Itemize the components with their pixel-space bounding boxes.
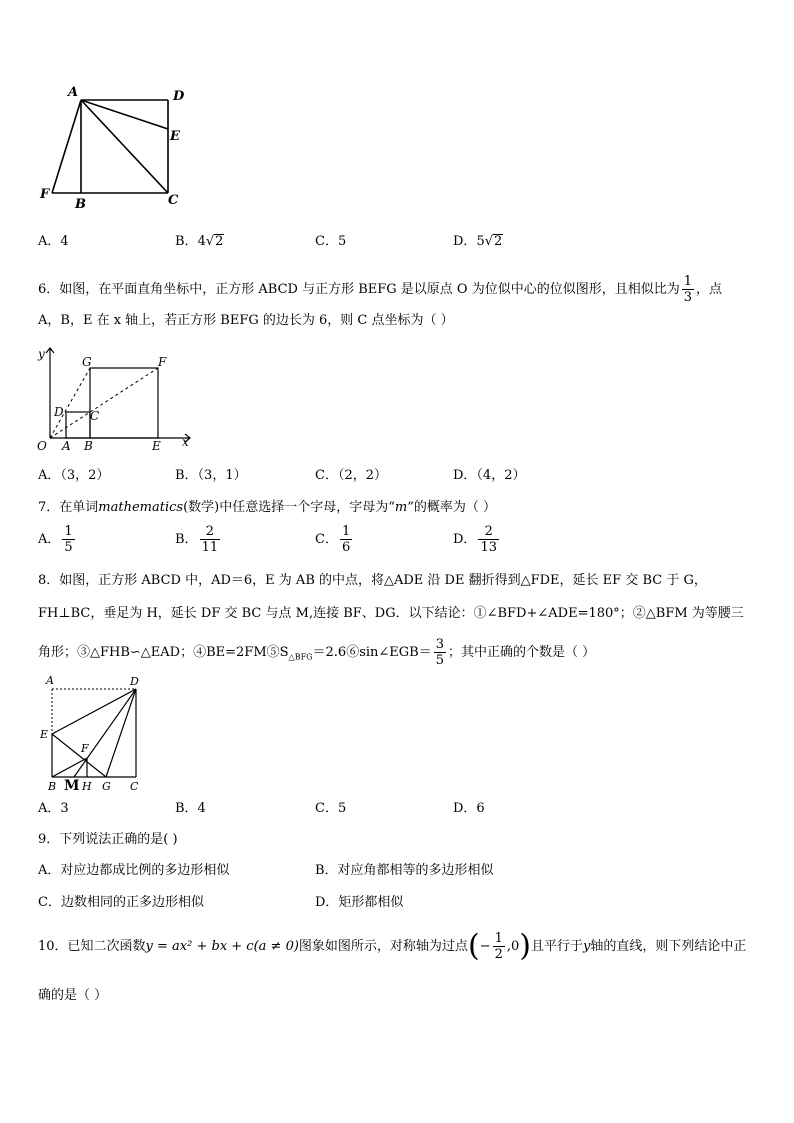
q7-option-a-den: 5 — [64, 540, 73, 555]
q9-option-b: B．对应角都相等的多边形相似 — [315, 863, 494, 878]
q6-stem-line2: A，B，E 在 x 轴上，若正方形 BEFG 的边长为 6，则 C 点坐标为（ ） — [38, 313, 454, 328]
q8-stem-line1: 8．如图，正方形 ABCD 中，AD＝6，E 为 AB 的中点，将△ADE 沿 DE 翻折得到△FDE，延长 EF 交 BC 于 G， — [38, 573, 707, 588]
q6-stem-text: 6．如图，在平面直角坐标中，正方形 ABCD 与正方形 BEFG 是以原点 O 为位似中心的位似图形，且相似比为 — [38, 282, 680, 297]
q7-option-a-label: A． — [38, 532, 61, 547]
q7-option-d-num: 2 — [484, 524, 493, 539]
q8-option-b: B．4 — [175, 801, 206, 816]
q10-prefix: 10．已知二次函数 — [38, 939, 146, 954]
label-y: y — [38, 347, 45, 361]
label-E: E — [152, 439, 161, 453]
q7-option-b-label: B． — [175, 532, 198, 547]
q8-option-c: C．5 — [315, 801, 347, 816]
label-G: G — [102, 780, 111, 792]
label-A: A — [46, 674, 54, 687]
label-B: B — [84, 439, 93, 453]
q7-option-d-den: 13 — [480, 540, 497, 555]
q5-option-d: D．5√2 — [453, 234, 503, 249]
q8-line3-part3: ；其中正确的个数是（ ） — [448, 645, 596, 660]
q9-option-a: A．对应边都成比例的多边形相似 — [38, 863, 230, 878]
label-D: D — [54, 405, 64, 419]
q6-ratio-fraction — [682, 274, 694, 305]
q10-after: 且平行于 — [530, 939, 583, 954]
q7-option-c-den: 6 — [341, 540, 351, 555]
q7-stem — [38, 498, 496, 518]
label-H: H — [82, 780, 92, 792]
label-O: O — [37, 439, 47, 453]
q6-option-b: B．（3，1） — [175, 468, 247, 483]
q7-option-c-label: C． — [315, 532, 338, 547]
q7-option-c — [315, 524, 354, 555]
q5-option-a: A．4 — [38, 234, 69, 249]
label-B: B — [48, 780, 57, 792]
q5-option-b-coef: 4 — [197, 234, 206, 249]
q7-option-d — [453, 524, 501, 555]
q6-ratio-num: 1 — [683, 274, 693, 289]
q7-option-d-label: D． — [453, 532, 477, 547]
label-E: E — [170, 129, 180, 144]
label-A: A — [68, 85, 79, 100]
q10-formula: y = ax² + bx + c — [145, 939, 254, 954]
coordinate-figure-q6 — [30, 340, 200, 455]
label-F: F — [81, 742, 89, 755]
q10-condition: (a ≠ 0) — [253, 939, 299, 954]
q10-right-paren: ) — [519, 928, 531, 964]
q10-end: 轴的直线，则下列结论中正 — [590, 939, 747, 954]
q10-point-fraction — [493, 931, 505, 962]
q7-letter: m — [394, 500, 408, 515]
label-A: A — [62, 439, 71, 453]
label-x: x — [182, 435, 189, 449]
label-C: C — [90, 409, 100, 423]
q10-point-num: 1 — [494, 931, 503, 946]
q6-stem-line1 — [38, 274, 722, 305]
q8-stem-line2: FH⊥BC，垂足为 H，延长 DF 交 BC 与点 M,连接 BF、DG．以下结论：①∠BFD+∠ADE=180°；②△BFM 为等腰三 — [38, 606, 744, 621]
q7-middle: (数学)中任意选择一个字母，字母为“ — [183, 500, 395, 515]
q7-word: mathematics — [98, 500, 184, 515]
q10-stem-line2: 确的是（ ） — [38, 988, 108, 1003]
q7-prefix: 7．在单词 — [38, 500, 99, 515]
q5-option-b-radicand: 2 — [215, 234, 224, 249]
label-C: C — [130, 780, 139, 792]
q7-option-b-num: 2 — [205, 524, 214, 539]
q8-line3-part1: 角形；③△FHB∽△EAD；④BE=2FM⑤S — [38, 645, 289, 660]
label-M: M — [64, 778, 80, 792]
q6-stem-end: ，点 — [696, 282, 723, 297]
q5-option-b-label: B． — [175, 234, 198, 249]
q7-option-a-fraction — [62, 524, 74, 555]
square-figure-q5 — [30, 80, 200, 210]
q10-point-sign: − — [479, 939, 491, 954]
label-B: B — [75, 197, 86, 210]
q8-option-a: A．3 — [38, 801, 69, 816]
label-E: E — [40, 728, 49, 741]
q5-option-d-label: D． — [453, 234, 477, 249]
q8-option-d: D．6 — [453, 801, 485, 816]
q10-middle: 图象如图所示，对称轴为过点 — [298, 939, 468, 954]
label-D: D — [173, 89, 185, 104]
q7-option-c-num: 1 — [341, 524, 351, 539]
label-G: G — [82, 355, 92, 369]
label-D: D — [130, 675, 139, 688]
q7-suffix: ”的概率为（ ） — [407, 500, 496, 515]
q10-stem-line1 — [38, 930, 746, 964]
q9-option-d: D．矩形都相似 — [315, 895, 404, 910]
q8-frac-den: 5 — [435, 653, 445, 668]
q9-option-c: C．边数相同的正多边形相似 — [38, 895, 204, 910]
q5-option-b: B．4√2 — [175, 234, 224, 249]
q9-stem: 9．下列说法正确的是( ) — [38, 832, 178, 847]
q8-line3-part2: ＝2.6⑥sin∠EGB＝ — [312, 645, 432, 660]
q7-option-b-fraction — [200, 524, 221, 555]
q8-area-subscript: △BFG — [288, 652, 313, 662]
q7-option-a-num: 1 — [64, 524, 73, 539]
q10-yvar: y — [582, 939, 591, 954]
q5-option-d-coef: 5 — [476, 234, 485, 249]
q10-point-den: 2 — [494, 947, 503, 962]
q7-option-b — [175, 524, 222, 555]
q8-sin-fraction — [434, 637, 446, 668]
q6-option-a: A．（3，2） — [38, 468, 110, 483]
q7-option-d-fraction — [478, 524, 499, 555]
q6-option-c: C．（2，2） — [315, 468, 387, 483]
q5-option-d-radicand: 2 — [494, 234, 503, 249]
q10-left-paren: ( — [467, 928, 480, 964]
q7-option-a — [38, 524, 77, 555]
q7-option-b-den: 11 — [201, 540, 219, 555]
fold-square-figure-q8 — [34, 672, 149, 792]
q7-option-c-fraction — [340, 524, 352, 555]
q8-stem-line3 — [38, 637, 595, 668]
q6-option-d: D．（4，2） — [453, 468, 526, 483]
q6-ratio-den: 3 — [683, 290, 693, 305]
q10-point-tail: ,0 — [506, 939, 520, 954]
label-C: C — [168, 193, 179, 208]
label-F: F — [40, 187, 50, 202]
q5-option-c: C．5 — [315, 234, 347, 249]
q8-frac-num: 3 — [435, 637, 445, 652]
label-F: F — [158, 355, 167, 369]
